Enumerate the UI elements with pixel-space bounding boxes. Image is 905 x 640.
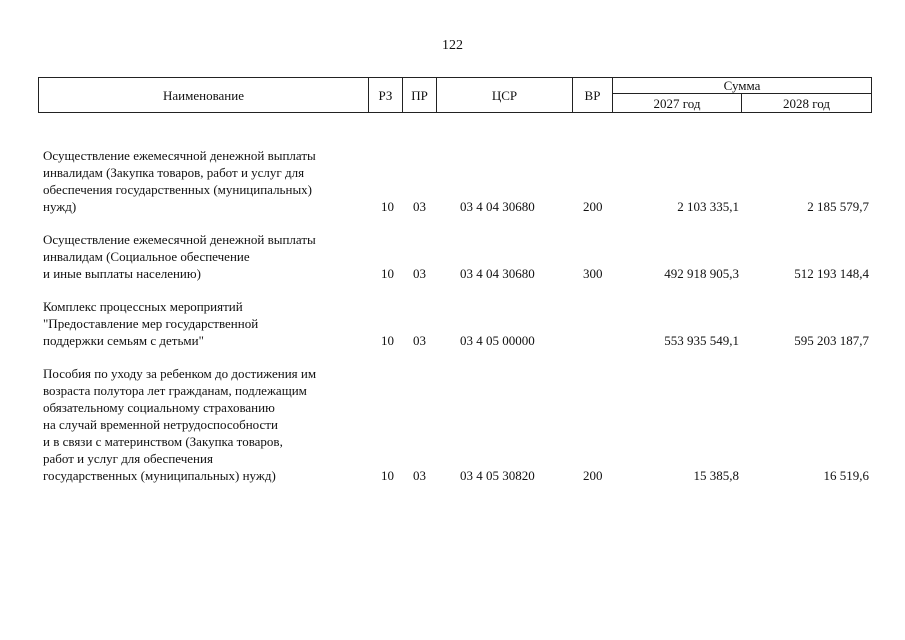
header-year-2028: 2028 год: [742, 94, 872, 113]
row-sum-2028: 512 193 148,4: [794, 266, 869, 281]
row-sum-2027: 553 935 549,1: [664, 333, 739, 348]
row-name: Комплекс процессных мероприятий "Предоставление мер государственной поддержки семьям с детьми": [43, 299, 259, 348]
row-csr: 03 4 05 30820: [460, 468, 535, 483]
header-pr: ПР: [403, 78, 437, 113]
header-name: Наименование: [39, 78, 369, 113]
row-sum-2028: 2 185 579,7: [807, 199, 869, 214]
row-pr: 03: [413, 333, 426, 348]
row-pr: 03: [413, 468, 426, 483]
row-name: Осуществление ежемесячной денежной выплаты инвалидам (Социальное обеспечение и иные выплаты населению): [43, 232, 316, 281]
row-csr: 03 4 04 30680: [460, 266, 535, 281]
row-vr: 200: [583, 468, 603, 483]
row-csr: 03 4 05 00000: [460, 333, 535, 348]
row-pr: 03: [413, 199, 426, 214]
row-sum-2027: 15 385,8: [693, 468, 739, 483]
row-pr: 03: [413, 266, 426, 281]
header-vr: ВР: [573, 78, 613, 113]
header-sum: Сумма: [613, 78, 872, 94]
row-sum-2028: 16 519,6: [823, 468, 869, 483]
row-vr: 200: [583, 199, 603, 214]
row-csr: 03 4 04 30680: [460, 199, 535, 214]
row-rz: 10: [381, 266, 394, 281]
header-year-2027: 2027 год: [613, 94, 742, 113]
page-number: 122: [442, 38, 463, 53]
row-rz: 10: [381, 199, 394, 214]
row-name: Осуществление ежемесячной денежной выплаты инвалидам (Закупка товаров, работ и услуг для обеспечения государственных (муниципальных) нужд): [43, 148, 316, 214]
row-name: Пособия по уходу за ребенком до достижения им возраста полутора лет гражданам, подлежащим обязательному социальному страхованию на случай временной нетрудоспособности и в связи с материнством (Закупка товаров, работ и услуг для обеспечения государственных (муниципальных) нужд): [43, 366, 317, 483]
row-vr: 300: [583, 266, 603, 281]
header-csr: ЦСР: [437, 78, 573, 113]
row-sum-2028: 595 203 187,7: [794, 333, 869, 348]
row-rz: 10: [381, 468, 394, 483]
row-sum-2027: 492 918 905,3: [664, 266, 739, 281]
row-sum-2027: 2 103 335,1: [677, 199, 739, 214]
row-rz: 10: [381, 333, 394, 348]
header-rz: РЗ: [369, 78, 403, 113]
